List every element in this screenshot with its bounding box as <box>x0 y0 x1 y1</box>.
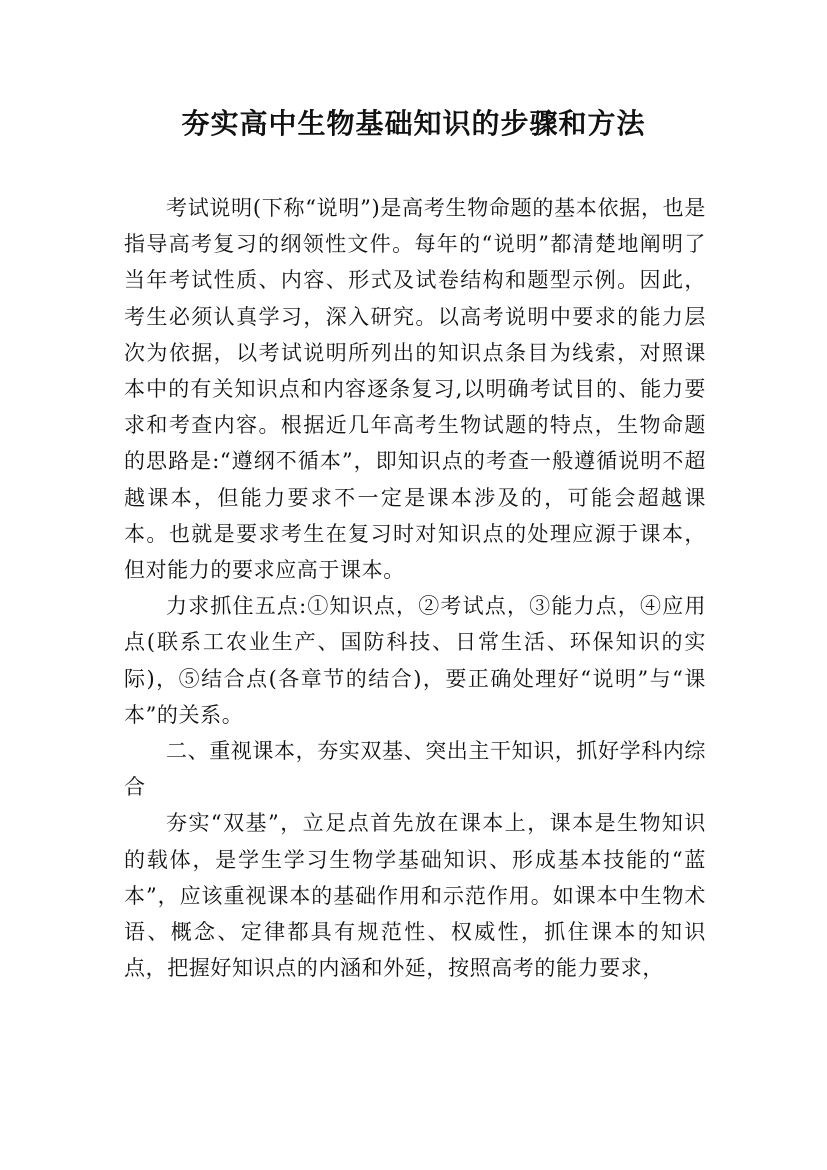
document-body <box>124 190 706 986</box>
paragraph-five-points: 力求抓住五点:①知识点，②考试点，③能力点，④应用点(联系工农业生产、国防科技、日常生活、环保知识的实际)，⑤结合点(各章节的结合)，要正确处理好“说明”与“课本”的关系。 <box>124 594 706 727</box>
paragraph-exam-guidelines: 考试说明(下称“说明”)是高考生物命题的基本依据，也是指导高考复习的纲领性文件。每年的“说明”都清楚地阐明了当年考试性质、内容、形式及试卷结构和题型示例。因此，考生必须认真学习，深入研究。以高考说明中要求的能力层次为依据，以考试说明所列出的知识点条目为线索，对照课本中的有关知识点和内容逐条复习,以明确考试目的、能力要求和考查内容。根据近几年高考生物试题的特点，生物命题的思路是:“遵纲不循本”，即知识点的考查一般遵循说明不超越课本，但能力要求不一定是课本涉及的，可能会超越课本。也就是要求考生在复习时对知识点的处理应源于课本，但对能力的要求应高于课本。 <box>124 196 706 583</box>
document-title: 夯实高中生物基础知识的步骤和方法 <box>181 107 646 140</box>
section-heading-two: 二、重视课本，夯实双基、突出主干知识，抓好学科内综合 <box>124 739 706 800</box>
paragraph-double-basics: 夯实“双基”，立足点首先放在课本上，课本是生物知识的载体，是学生学习生物学基础知识、形成基本技能的“蓝本”，应该重视课本的基础作用和示范作用。如课本中生物术语、概念、定律都具有规范性、权威性，抓住课本的知识点，把握好知识点的内涵和外延，按照高考的能力要求， <box>124 811 706 981</box>
